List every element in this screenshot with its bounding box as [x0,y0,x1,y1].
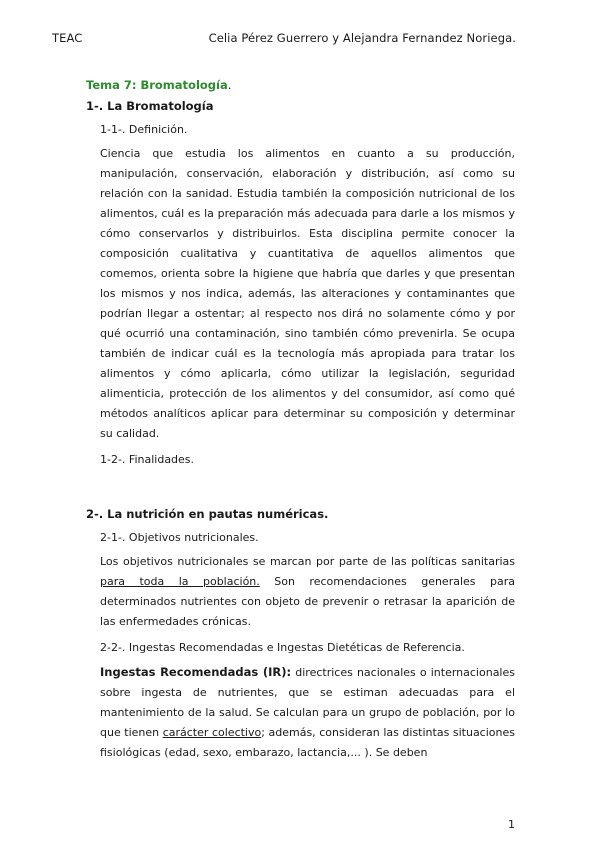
definition-paragraph: Ciencia que estudia los alimentos en cuanto a su producción, manipulación, conservación, elaboración y distribución, así como su relación con la sanidad. Estudia también la composición nutricional de los alimentos, cuál es la preparación más adecuada para darle a los mismos y cómo conservarlos y distribuirlos. Esta disciplina permite conocer la composición cualitativa y cuantitativa de aquellos alimentos que comemos, orienta sobre la higiene que habría que darles y que presentan los mismos y nos indica, además, las alteraciones y contaminantes que podrían llegar a ostentar; al respecto nos dirá no solamente cómo y por qué ocurrió una contaminación, sino también cómo prevenirla. Se ocupa también de indicar cuál es la tecnología más apropiada para tratar los alimentos y cómo aplicarla, cómo utilizar la legislación, seguridad alimenticia, protección de los alimentos y del consumidor, así como qué métodos analíticos aplicar para determinar su composición y determinar su calidad. [100,147,515,440]
section-1-heading: 1-. La Bromatología [86,99,214,113]
document-body [86,77,515,763]
ir-text-end: ; además, consideran las distintas situaciones fisiológicas (edad, sexo, embarazo, lactancia,... ). Se deben [100,726,515,759]
topic-title-period: . [227,78,232,92]
objectives-text-start: Los objetivos nutricionales se marcan por parte de las políticas sanitarias [100,555,515,568]
topic-title-text: Tema 7: Bromatología [86,78,228,92]
objectives-text-end: Son recomendaciones generales para determinados nutrientes con objeto de prevenir o retrasar la aparición de las enfermedades crónicas. [100,575,515,628]
topic-title [86,77,515,93]
ir-underlined-text: carácter colectivo [162,726,262,739]
subsection-2-1-heading: 2-1-. Objetivos nutricionales. [100,531,259,544]
subsection-1-2-heading: 1-2-. Finalidades. [100,453,195,466]
subsection-1-1-heading: 1-1-. Definición. [100,123,188,136]
ir-term: Ingestas Recomendadas (IR): [100,665,292,679]
recommended-intakes-paragraph [100,662,515,763]
objectives-paragraph [100,552,515,632]
ir-text-start: directrices nacionales o internacionales sobre ingesta de nutrientes, que se estiman adecuadas para el mantenimiento de la salud. Se calculan para un grupo de población, por lo que tienen [100,666,515,739]
subsection-2-2-heading: 2-2-. Ingestas Recomendadas e Ingestas Dietéticas de Referencia. [100,641,465,654]
header-left-text: TEAC [52,31,83,45]
header-authors-text: Celia Pérez Guerrero y Alejandra Fernandez Noriega. [208,31,516,45]
page-number: 1 [508,818,515,831]
section-2-heading: 2-. La nutrición en pautas numéricas. [86,507,329,521]
objectives-underlined-text: para toda la población. [100,575,260,588]
